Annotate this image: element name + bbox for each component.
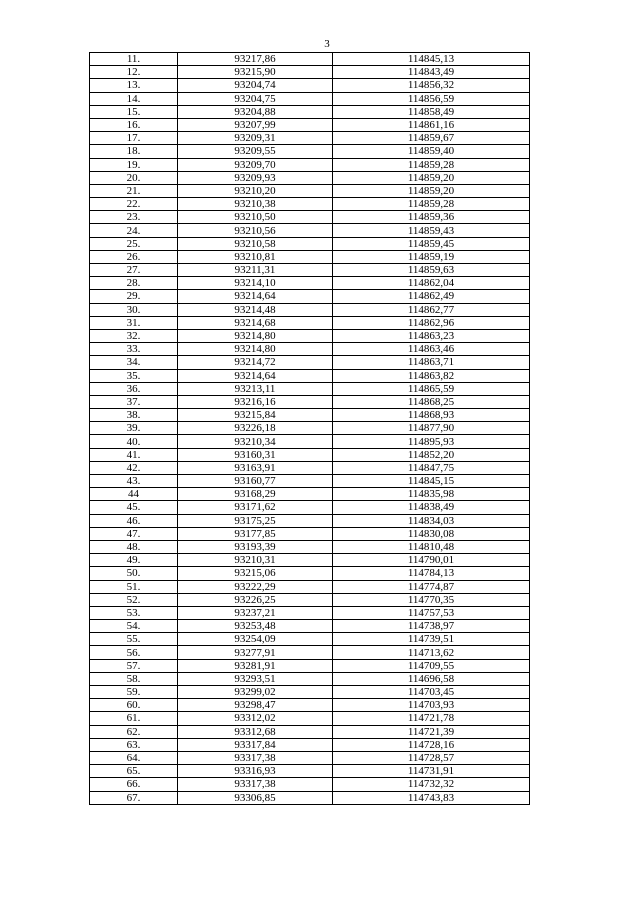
x-coordinate-cell: 93209,70 [178,158,333,171]
point-number-cell: 63. [90,738,178,751]
y-coordinate-cell: 114863,71 [333,356,530,369]
x-coordinate-cell: 93237,21 [178,606,333,619]
point-number-cell: 17. [90,132,178,145]
x-coordinate-cell: 93168,29 [178,488,333,501]
point-number-cell: 64. [90,751,178,764]
table-row [90,567,530,580]
point-number-cell: 24. [90,224,178,237]
x-coordinate-cell: 93317,38 [178,751,333,764]
table-row [90,606,530,619]
x-coordinate-cell: 93193,39 [178,540,333,553]
table-row [90,53,530,66]
y-coordinate-cell: 114845,13 [333,53,530,66]
point-number-cell: 65. [90,765,178,778]
y-coordinate-cell: 114859,28 [333,158,530,171]
table-row [90,237,530,250]
y-coordinate-cell: 114865,59 [333,382,530,395]
x-coordinate-cell: 93222,29 [178,580,333,593]
table-row [90,738,530,751]
point-number-cell: 55. [90,633,178,646]
point-number-cell: 25. [90,237,178,250]
point-number-cell: 29. [90,290,178,303]
x-coordinate-cell: 93210,34 [178,435,333,448]
y-coordinate-cell: 114856,32 [333,79,530,92]
point-number-cell: 43. [90,475,178,488]
y-coordinate-cell: 114863,82 [333,369,530,382]
table-row [90,369,530,382]
y-coordinate-cell: 114863,23 [333,329,530,342]
y-coordinate-cell: 114859,45 [333,237,530,250]
point-number-cell: 48. [90,540,178,553]
point-number-cell: 54. [90,620,178,633]
point-number-cell: 39. [90,422,178,435]
x-coordinate-cell: 93298,47 [178,699,333,712]
y-coordinate-cell: 114770,35 [333,593,530,606]
table-row [90,92,530,105]
x-coordinate-cell: 93317,84 [178,738,333,751]
y-coordinate-cell: 114709,55 [333,659,530,672]
table-row [90,751,530,764]
table-row [90,580,530,593]
x-coordinate-cell: 93281,91 [178,659,333,672]
x-coordinate-cell: 93214,80 [178,329,333,342]
x-coordinate-cell: 93204,74 [178,79,333,92]
point-number-cell: 12. [90,66,178,79]
x-coordinate-cell: 93316,93 [178,765,333,778]
y-coordinate-cell: 114858,49 [333,105,530,118]
x-coordinate-cell: 93215,84 [178,409,333,422]
y-coordinate-cell: 114728,16 [333,738,530,751]
y-coordinate-cell: 114696,58 [333,672,530,685]
x-coordinate-cell: 93210,56 [178,224,333,237]
point-number-cell: 67. [90,791,178,804]
point-number-cell: 61. [90,712,178,725]
table-row [90,422,530,435]
table-row [90,118,530,131]
x-coordinate-cell: 93213,11 [178,382,333,395]
y-coordinate-cell: 114721,78 [333,712,530,725]
y-coordinate-cell: 114862,77 [333,303,530,316]
point-number-cell: 37. [90,395,178,408]
y-coordinate-cell: 114862,49 [333,290,530,303]
y-coordinate-cell: 114728,57 [333,751,530,764]
x-coordinate-cell: 93226,18 [178,422,333,435]
x-coordinate-cell: 93214,64 [178,290,333,303]
table-row [90,409,530,422]
point-number-cell: 60. [90,699,178,712]
x-coordinate-cell: 93253,48 [178,620,333,633]
x-coordinate-cell: 93210,50 [178,211,333,224]
table-row [90,356,530,369]
table-row [90,132,530,145]
table-row [90,699,530,712]
table-row [90,264,530,277]
x-coordinate-cell: 93306,85 [178,791,333,804]
point-number-cell: 33. [90,343,178,356]
point-number-cell: 56. [90,646,178,659]
table-row [90,461,530,474]
x-coordinate-cell: 93214,10 [178,277,333,290]
table-row [90,633,530,646]
point-number-cell: 26. [90,250,178,263]
y-coordinate-cell: 114703,93 [333,699,530,712]
point-number-cell: 28. [90,277,178,290]
y-coordinate-cell: 114738,97 [333,620,530,633]
table-row [90,593,530,606]
y-coordinate-cell: 114732,32 [333,778,530,791]
y-coordinate-cell: 114834,03 [333,514,530,527]
y-coordinate-cell: 114868,93 [333,409,530,422]
y-coordinate-cell: 114835,98 [333,488,530,501]
table-row [90,79,530,92]
point-number-cell: 35. [90,369,178,382]
point-number-cell: 19. [90,158,178,171]
table-row [90,211,530,224]
y-coordinate-cell: 114859,20 [333,184,530,197]
point-number-cell: 42. [90,461,178,474]
point-number-cell: 21. [90,184,178,197]
y-coordinate-cell: 114859,63 [333,264,530,277]
x-coordinate-cell: 93215,06 [178,567,333,580]
x-coordinate-cell: 93160,31 [178,448,333,461]
x-coordinate-cell: 93210,20 [178,184,333,197]
x-coordinate-cell: 93217,86 [178,53,333,66]
y-coordinate-cell: 114739,51 [333,633,530,646]
table-row [90,250,530,263]
x-coordinate-cell: 93214,64 [178,369,333,382]
table-row [90,686,530,699]
point-number-cell: 49. [90,554,178,567]
y-coordinate-cell: 114790,01 [333,554,530,567]
x-coordinate-cell: 93204,75 [178,92,333,105]
table-row [90,198,530,211]
y-coordinate-cell: 114845,15 [333,475,530,488]
coordinates-table [89,52,530,805]
x-coordinate-cell: 93210,31 [178,554,333,567]
y-coordinate-cell: 114852,20 [333,448,530,461]
x-coordinate-cell: 93171,62 [178,501,333,514]
y-coordinate-cell: 114721,39 [333,725,530,738]
point-number-cell: 11. [90,53,178,66]
table-row [90,620,530,633]
point-number-cell: 58. [90,672,178,685]
table-row [90,105,530,118]
y-coordinate-cell: 114868,25 [333,395,530,408]
x-coordinate-cell: 93214,72 [178,356,333,369]
table-row [90,646,530,659]
point-number-cell: 32. [90,329,178,342]
x-coordinate-cell: 93210,38 [178,198,333,211]
y-coordinate-cell: 114863,46 [333,343,530,356]
table-row [90,290,530,303]
point-number-cell: 20. [90,171,178,184]
x-coordinate-cell: 93216,16 [178,395,333,408]
y-coordinate-cell: 114838,49 [333,501,530,514]
x-coordinate-cell: 93209,31 [178,132,333,145]
table-row [90,435,530,448]
point-number-cell: 36. [90,382,178,395]
y-coordinate-cell: 114703,45 [333,686,530,699]
x-coordinate-cell: 93215,90 [178,66,333,79]
point-number-cell: 53. [90,606,178,619]
x-coordinate-cell: 93214,68 [178,316,333,329]
table-row [90,145,530,158]
table-row [90,329,530,342]
point-number-cell: 47. [90,527,178,540]
point-number-cell: 14. [90,92,178,105]
x-coordinate-cell: 93210,58 [178,237,333,250]
y-coordinate-cell: 114877,90 [333,422,530,435]
y-coordinate-cell: 114859,43 [333,224,530,237]
point-number-cell: 59. [90,686,178,699]
y-coordinate-cell: 114859,67 [333,132,530,145]
point-number-cell: 30. [90,303,178,316]
y-coordinate-cell: 114774,87 [333,580,530,593]
table-row [90,527,530,540]
table-row [90,66,530,79]
x-coordinate-cell: 93277,91 [178,646,333,659]
point-number-cell: 41. [90,448,178,461]
point-number-cell: 52. [90,593,178,606]
table-row [90,672,530,685]
table-row [90,343,530,356]
y-coordinate-cell: 114757,53 [333,606,530,619]
point-number-cell: 51. [90,580,178,593]
x-coordinate-cell: 93177,85 [178,527,333,540]
point-number-cell: 22. [90,198,178,211]
table-row [90,382,530,395]
x-coordinate-cell: 93254,09 [178,633,333,646]
point-number-cell: 66. [90,778,178,791]
x-coordinate-cell: 93211,31 [178,264,333,277]
y-coordinate-cell: 114862,96 [333,316,530,329]
table-row [90,277,530,290]
y-coordinate-cell: 114713,62 [333,646,530,659]
y-coordinate-cell: 114861,16 [333,118,530,131]
x-coordinate-cell: 93160,77 [178,475,333,488]
point-number-cell: 27. [90,264,178,277]
point-number-cell: 44 [90,488,178,501]
y-coordinate-cell: 114859,36 [333,211,530,224]
table-row [90,184,530,197]
y-coordinate-cell: 114810,48 [333,540,530,553]
x-coordinate-cell: 93226,25 [178,593,333,606]
x-coordinate-cell: 93312,02 [178,712,333,725]
point-number-cell: 57. [90,659,178,672]
table-row [90,778,530,791]
y-coordinate-cell: 114731,91 [333,765,530,778]
y-coordinate-cell: 114859,19 [333,250,530,263]
x-coordinate-cell: 93214,48 [178,303,333,316]
point-number-cell: 45. [90,501,178,514]
x-coordinate-cell: 93209,93 [178,171,333,184]
y-coordinate-cell: 114859,20 [333,171,530,184]
page-number: 3 [324,38,330,50]
point-number-cell: 38. [90,409,178,422]
table-row [90,316,530,329]
coordinates-table-body [90,53,530,805]
table-row [90,488,530,501]
table-row [90,712,530,725]
x-coordinate-cell: 93204,88 [178,105,333,118]
x-coordinate-cell: 93163,91 [178,461,333,474]
x-coordinate-cell: 93312,68 [178,725,333,738]
table-row [90,303,530,316]
table-row [90,158,530,171]
point-number-cell: 34. [90,356,178,369]
table-row [90,765,530,778]
point-number-cell: 46. [90,514,178,527]
x-coordinate-cell: 93214,80 [178,343,333,356]
point-number-cell: 50. [90,567,178,580]
point-number-cell: 13. [90,79,178,92]
table-row [90,791,530,804]
y-coordinate-cell: 114847,75 [333,461,530,474]
point-number-cell: 62. [90,725,178,738]
x-coordinate-cell: 93209,55 [178,145,333,158]
x-coordinate-cell: 93299,02 [178,686,333,699]
x-coordinate-cell: 93317,38 [178,778,333,791]
table-row [90,395,530,408]
table-row [90,171,530,184]
y-coordinate-cell: 114830,08 [333,527,530,540]
point-number-cell: 40. [90,435,178,448]
table-row [90,224,530,237]
x-coordinate-cell: 93210,81 [178,250,333,263]
point-number-cell: 16. [90,118,178,131]
table-row [90,448,530,461]
table-row [90,725,530,738]
point-number-cell: 31. [90,316,178,329]
table-row [90,659,530,672]
point-number-cell: 15. [90,105,178,118]
y-coordinate-cell: 114843,49 [333,66,530,79]
y-coordinate-cell: 114862,04 [333,277,530,290]
table-row [90,475,530,488]
point-number-cell: 18. [90,145,178,158]
x-coordinate-cell: 93293,51 [178,672,333,685]
y-coordinate-cell: 114743,83 [333,791,530,804]
x-coordinate-cell: 93207,99 [178,118,333,131]
table-row [90,514,530,527]
y-coordinate-cell: 114895,93 [333,435,530,448]
table-row [90,540,530,553]
table-row [90,501,530,514]
y-coordinate-cell: 114856,59 [333,92,530,105]
point-number-cell: 23. [90,211,178,224]
x-coordinate-cell: 93175,25 [178,514,333,527]
y-coordinate-cell: 114859,40 [333,145,530,158]
y-coordinate-cell: 114784,13 [333,567,530,580]
y-coordinate-cell: 114859,28 [333,198,530,211]
table-row [90,554,530,567]
